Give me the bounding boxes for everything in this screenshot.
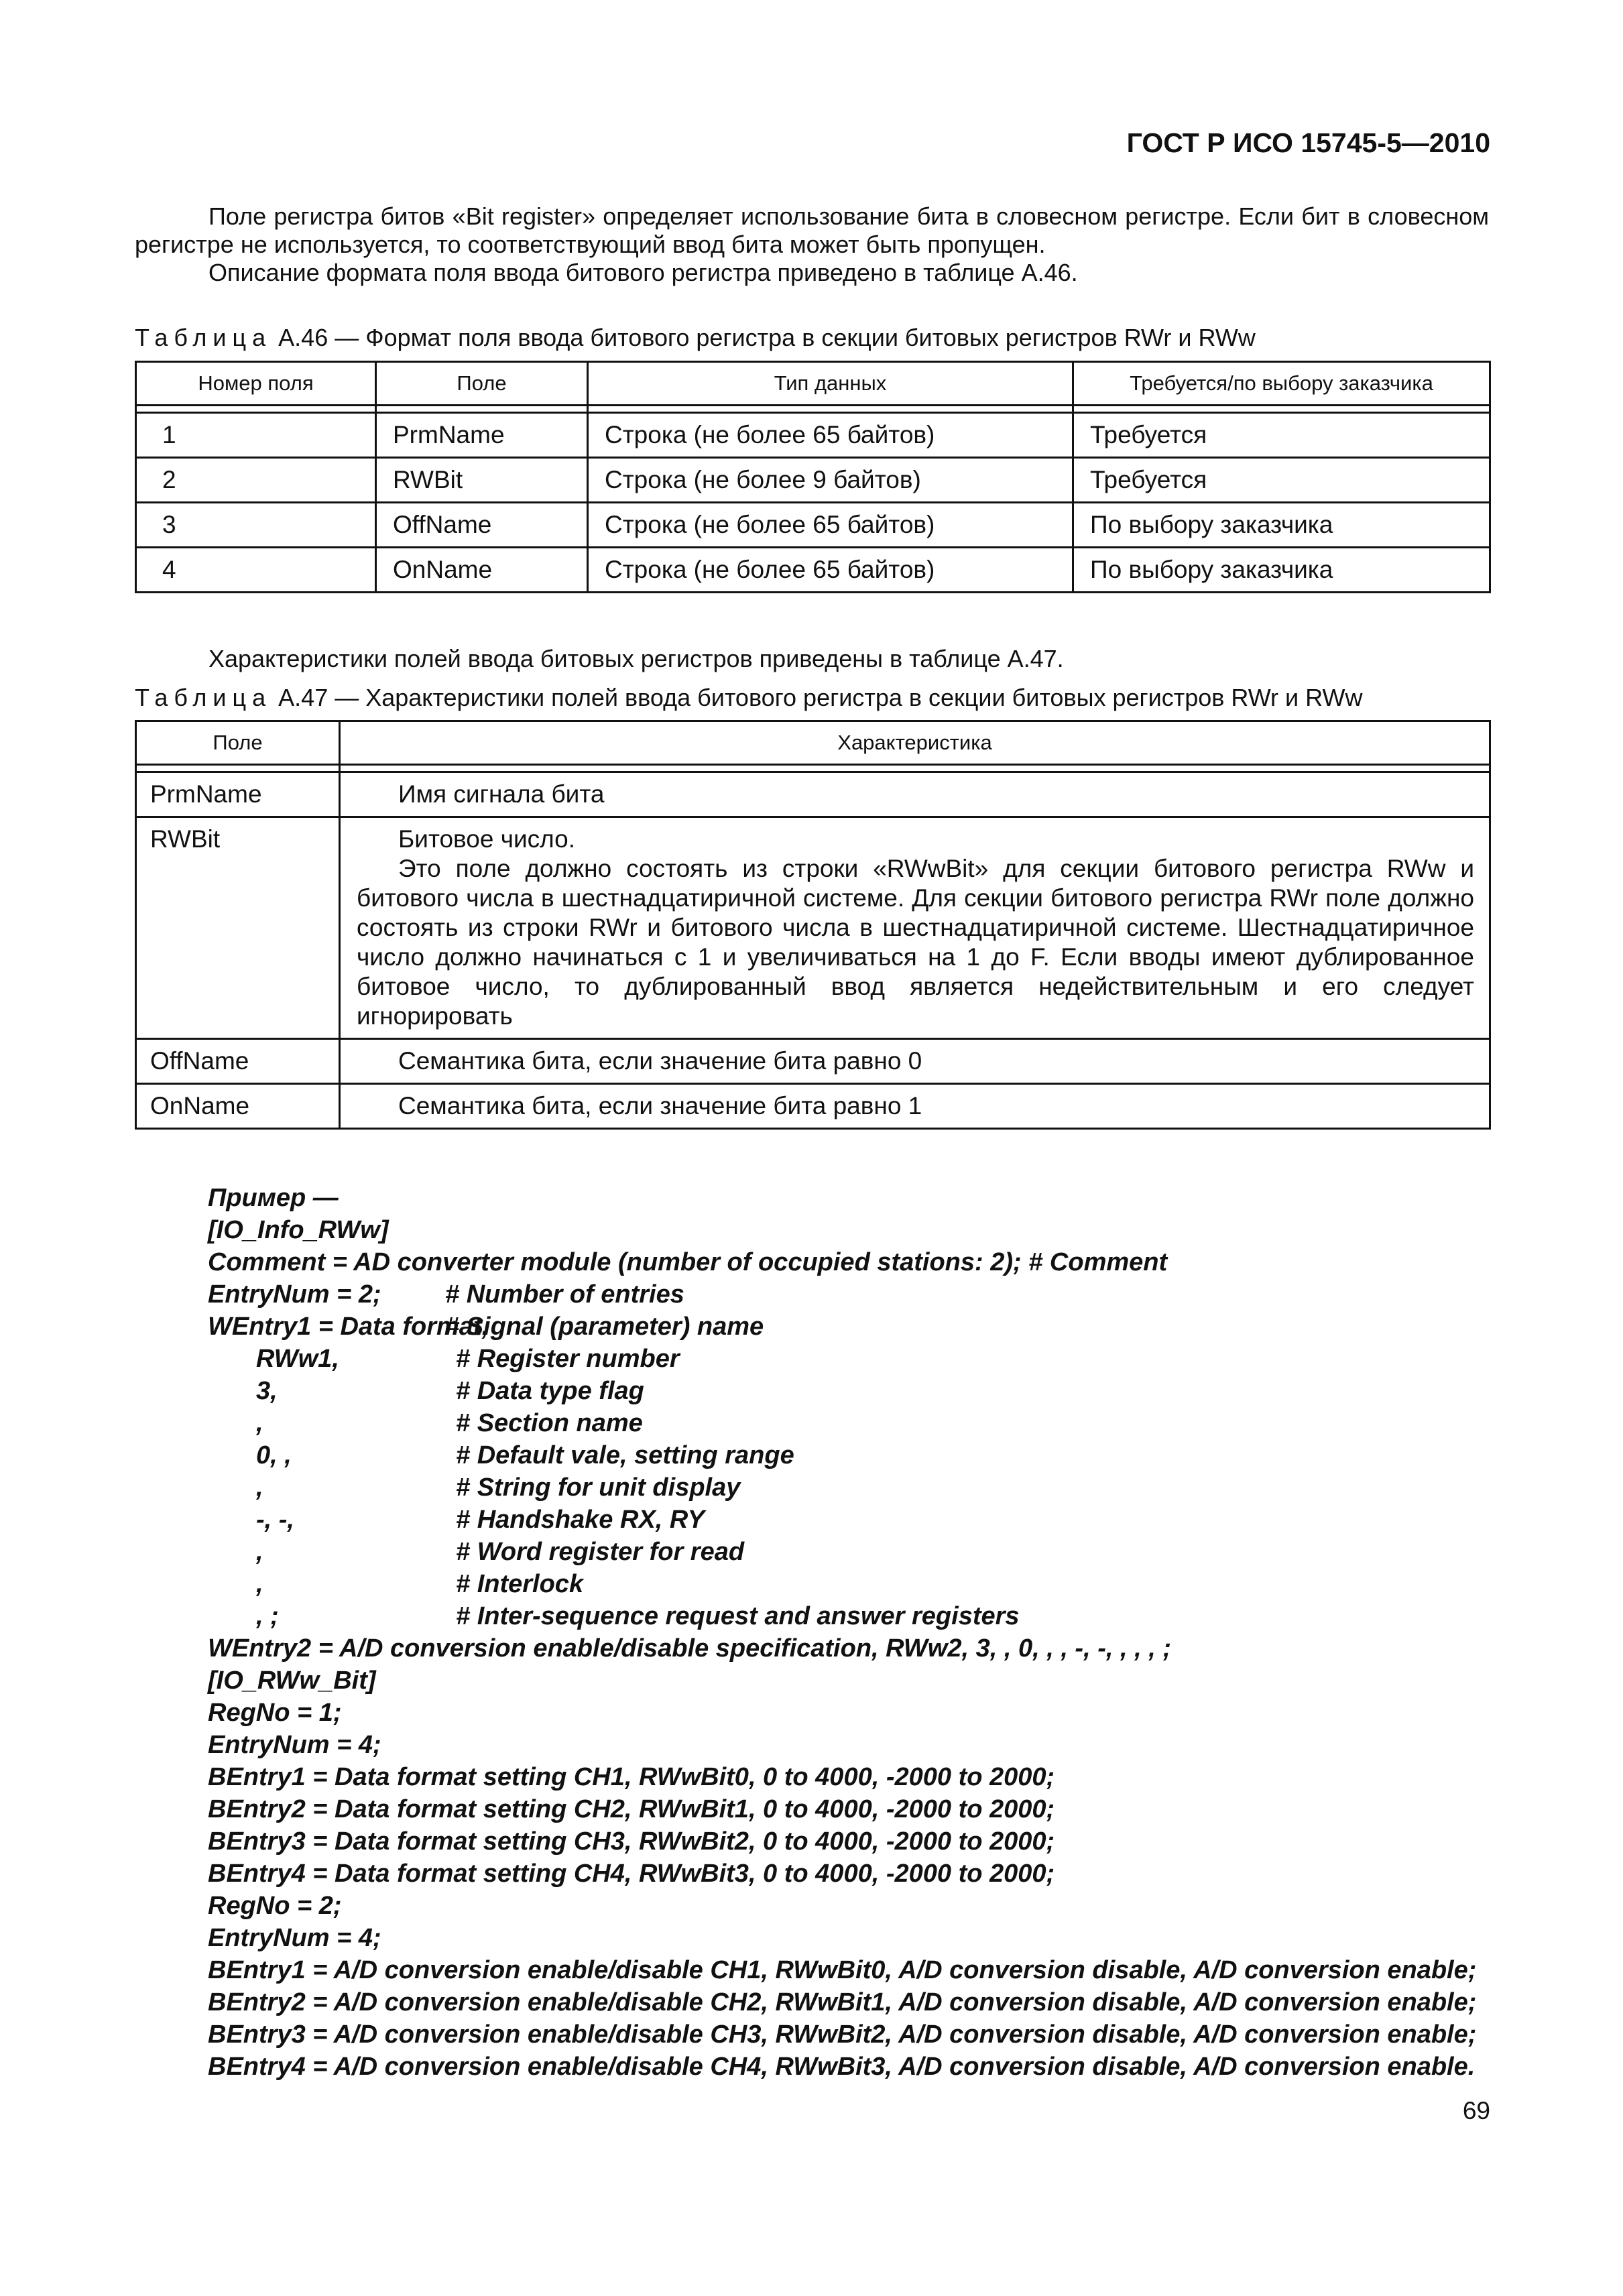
column-header: Характеристика [340,721,1490,765]
description-cell [340,772,1490,817]
field-name-cell: OnName [136,1084,340,1129]
header-separator [136,765,1490,772]
code-line [208,1439,1476,1471]
field-name-cell: OffName [136,1039,340,1084]
code-comment: # Data type flag [456,1377,644,1405]
caption-word: Таблица [135,324,272,351]
code-statement: RWw1, [256,1345,339,1373]
code-text: [IO_RWw_Bit] [208,1667,376,1695]
table-row [136,548,1490,593]
code-text: Comment = AD converter module (number of occupied stations: 2); # Comment [208,1248,1168,1276]
code-line [208,2018,1476,2051]
code-comment: # Default vale, setting range [456,1441,794,1469]
table-cell: OffName [376,503,588,548]
table-cell: PrmName [376,413,588,458]
code-line [208,1632,1476,1665]
code-line [208,1311,1476,1343]
column-header: Требуется/по выбору заказчика [1073,362,1490,406]
body-paragraph: Характеристики полей ввода битовых регистров приведены в таблице А.47. [208,645,1064,672]
field-name-cell: RWBit [136,817,340,1039]
code-comment: # Handshake RX, RY [456,1506,705,1534]
between-block [135,645,1489,673]
header-separator [136,406,1490,413]
description-first-line: Семантика бита, если значение бита равно 0 [398,1047,922,1075]
code-statement: 3, [256,1377,278,1405]
code-statement: 0, , [256,1441,292,1469]
code-line [208,1729,1476,1761]
code-text: EntryNum = 4; [208,1924,381,1952]
code-statement: , ; [256,1602,279,1630]
code-line [208,1986,1476,2018]
table-cell: RWBit [376,458,588,503]
intro-block [135,202,1489,287]
code-text: Пример — [208,1184,339,1212]
code-line [208,1665,1476,1697]
code-text: BEntry1 = A/D conversion enable/disable CH1, RWwBit0, A/D conversion disable, A/D conversion enable; [208,1956,1477,1984]
description-text: Это поле должно состоять из строки «RWwBit» для секции битового регистра RWw и битового числа в шестнадцатиричной системе. Для секции битового регистра RWr поле должно состоять из строки RWr и битового числа в шестнадцатиричной системе. Шестнадцатиричное число должно начинаться с 1 и увеличиваться на 1 до F. Если вводы имеют дублированное битовое число, то дублированный ввод является недействительным и его следует игнорировать [357,855,1474,1030]
table-cell: Строка (не более 65 байтов) [588,413,1073,458]
code-statement: , [256,1570,263,1598]
code-comment: # Signal (parameter) name [445,1313,764,1341]
code-text: BEntry3 = A/D conversion enable/disable CH3, RWwBit2, A/D conversion disable, A/D conversion enable; [208,2020,1477,2049]
column-header: Поле [136,721,340,765]
code-comment: # String for unit display [456,1473,741,1502]
table-cell: 4 [136,548,376,593]
table-row [136,1039,1490,1084]
table-cell: 3 [136,503,376,548]
code-line [208,1858,1476,1890]
table-cell: По выбору заказчика [1073,503,1490,548]
intro-paragraph: Поле регистра битов «Bit register» определяет использование бита в словесном регистре. Если бит в словесном регистре не используется, то соответствующий ввод бита может быть пропущен. [135,202,1489,258]
table-cell: Строка (не более 65 байтов) [588,548,1073,593]
code-comment: # Inter-sequence request and answer registers [456,1602,1020,1630]
code-statement: , [256,1473,263,1502]
column-header: Тип данных [588,362,1073,406]
table-row [136,458,1490,503]
table-caption [135,324,1256,352]
example-code-block [208,1182,1476,2083]
description-first-line: Имя сигнала бита [398,780,605,808]
code-text: BEntry4 = A/D conversion enable/disable CH4, RWwBit3, A/D conversion disable, A/D conversion enable. [208,2053,1476,2081]
table-caption [135,684,1363,712]
table-cell: По выбору заказчика [1073,548,1490,593]
caption-text: А.46 — Формат поля ввода битового регистра в секции битовых регистров RWr и RWw [272,324,1256,351]
description-first-line: Битовое число. [398,825,576,853]
column-header: Поле [376,362,588,406]
code-line [208,1536,1476,1568]
code-line [208,1214,1476,1246]
code-text: BEntry4 = Data format setting CH4, RWwBit3, 0 to 4000, -2000 to 2000; [208,1860,1055,1888]
code-statement: EntryNum = 2; [208,1280,381,1309]
table-cell: OnName [376,548,588,593]
intro-paragraph: Описание формата поля ввода битового регистра приведено в таблице А.46. [208,259,1078,286]
code-line [208,1825,1476,1858]
code-line [208,1568,1476,1600]
code-line [208,1954,1476,1986]
table-header-row [136,721,1490,765]
table-cell: Строка (не более 9 байтов) [588,458,1073,503]
table-a46 [135,361,1491,593]
code-comment: # Number of entries [445,1280,684,1309]
code-text: BEntry1 = Data format setting CH1, RWwBit0, 0 to 4000, -2000 to 2000; [208,1763,1055,1791]
description-cell [340,1084,1490,1129]
code-text: EntryNum = 4; [208,1731,381,1759]
code-line [208,1246,1476,1278]
code-comment: # Interlock [456,1570,584,1598]
table-row [136,817,1490,1039]
table-cell: 1 [136,413,376,458]
code-line [208,1375,1476,1407]
page-number: 69 [1462,2097,1490,2124]
description-cell [340,817,1490,1039]
code-line [208,2051,1476,2083]
code-statement: WEntry1 = Data format, [208,1313,489,1341]
table-row [136,413,1490,458]
code-line [208,1504,1476,1536]
document-header: ГОСТ Р ИСО 15745-5—2010 [1126,127,1490,158]
table-a47 [135,720,1491,1130]
table-row [136,503,1490,548]
code-statement: -, -, [256,1506,294,1534]
code-line [208,1343,1476,1375]
table-cell: Требуется [1073,413,1490,458]
code-text: RegNo = 1; [208,1699,342,1727]
code-text: WEntry2 = A/D conversion enable/disable specification, RWw2, 3, , 0, , , -, -, , , , ; [208,1634,1171,1663]
field-name-cell: PrmName [136,772,340,817]
code-text: BEntry2 = Data format setting CH2, RWwBit1, 0 to 4000, -2000 to 2000; [208,1795,1055,1823]
code-statement: , [256,1538,263,1566]
code-line [208,1471,1476,1504]
table-cell: 2 [136,458,376,503]
code-line [208,1278,1476,1311]
code-line [208,1697,1476,1729]
code-statement: , [256,1409,263,1437]
table-cell: Требуется [1073,458,1490,503]
code-comment: # Section name [456,1409,643,1437]
code-comment: # Word register for read [456,1538,745,1566]
code-line [208,1793,1476,1825]
code-text: BEntry2 = A/D conversion enable/disable CH2, RWwBit1, A/D conversion disable, A/D conversion enable; [208,1988,1477,2016]
code-comment: # Register number [456,1345,680,1373]
table-cell: Строка (не более 65 байтов) [588,503,1073,548]
code-line [208,1761,1476,1793]
code-text: BEntry3 = Data format setting CH3, RWwBit2, 0 to 4000, -2000 to 2000; [208,1827,1055,1856]
code-line [208,1600,1476,1632]
code-line [208,1922,1476,1954]
description-first-line: Семантика бита, если значение бита равно 1 [398,1092,922,1120]
table-row [136,772,1490,817]
caption-word: Таблица [135,684,272,711]
code-text: RegNo = 2; [208,1892,342,1920]
code-line [208,1407,1476,1439]
caption-text: А.47 — Характеристики полей ввода битового регистра в секции битовых регистров RWr и RWw [272,684,1363,711]
table-row [136,1084,1490,1129]
code-text: [IO_Info_RWw] [208,1216,389,1244]
code-line [208,1890,1476,1922]
column-header: Номер поля [136,362,376,406]
code-line [208,1182,1476,1214]
table-header-row [136,362,1490,406]
description-cell [340,1039,1490,1084]
